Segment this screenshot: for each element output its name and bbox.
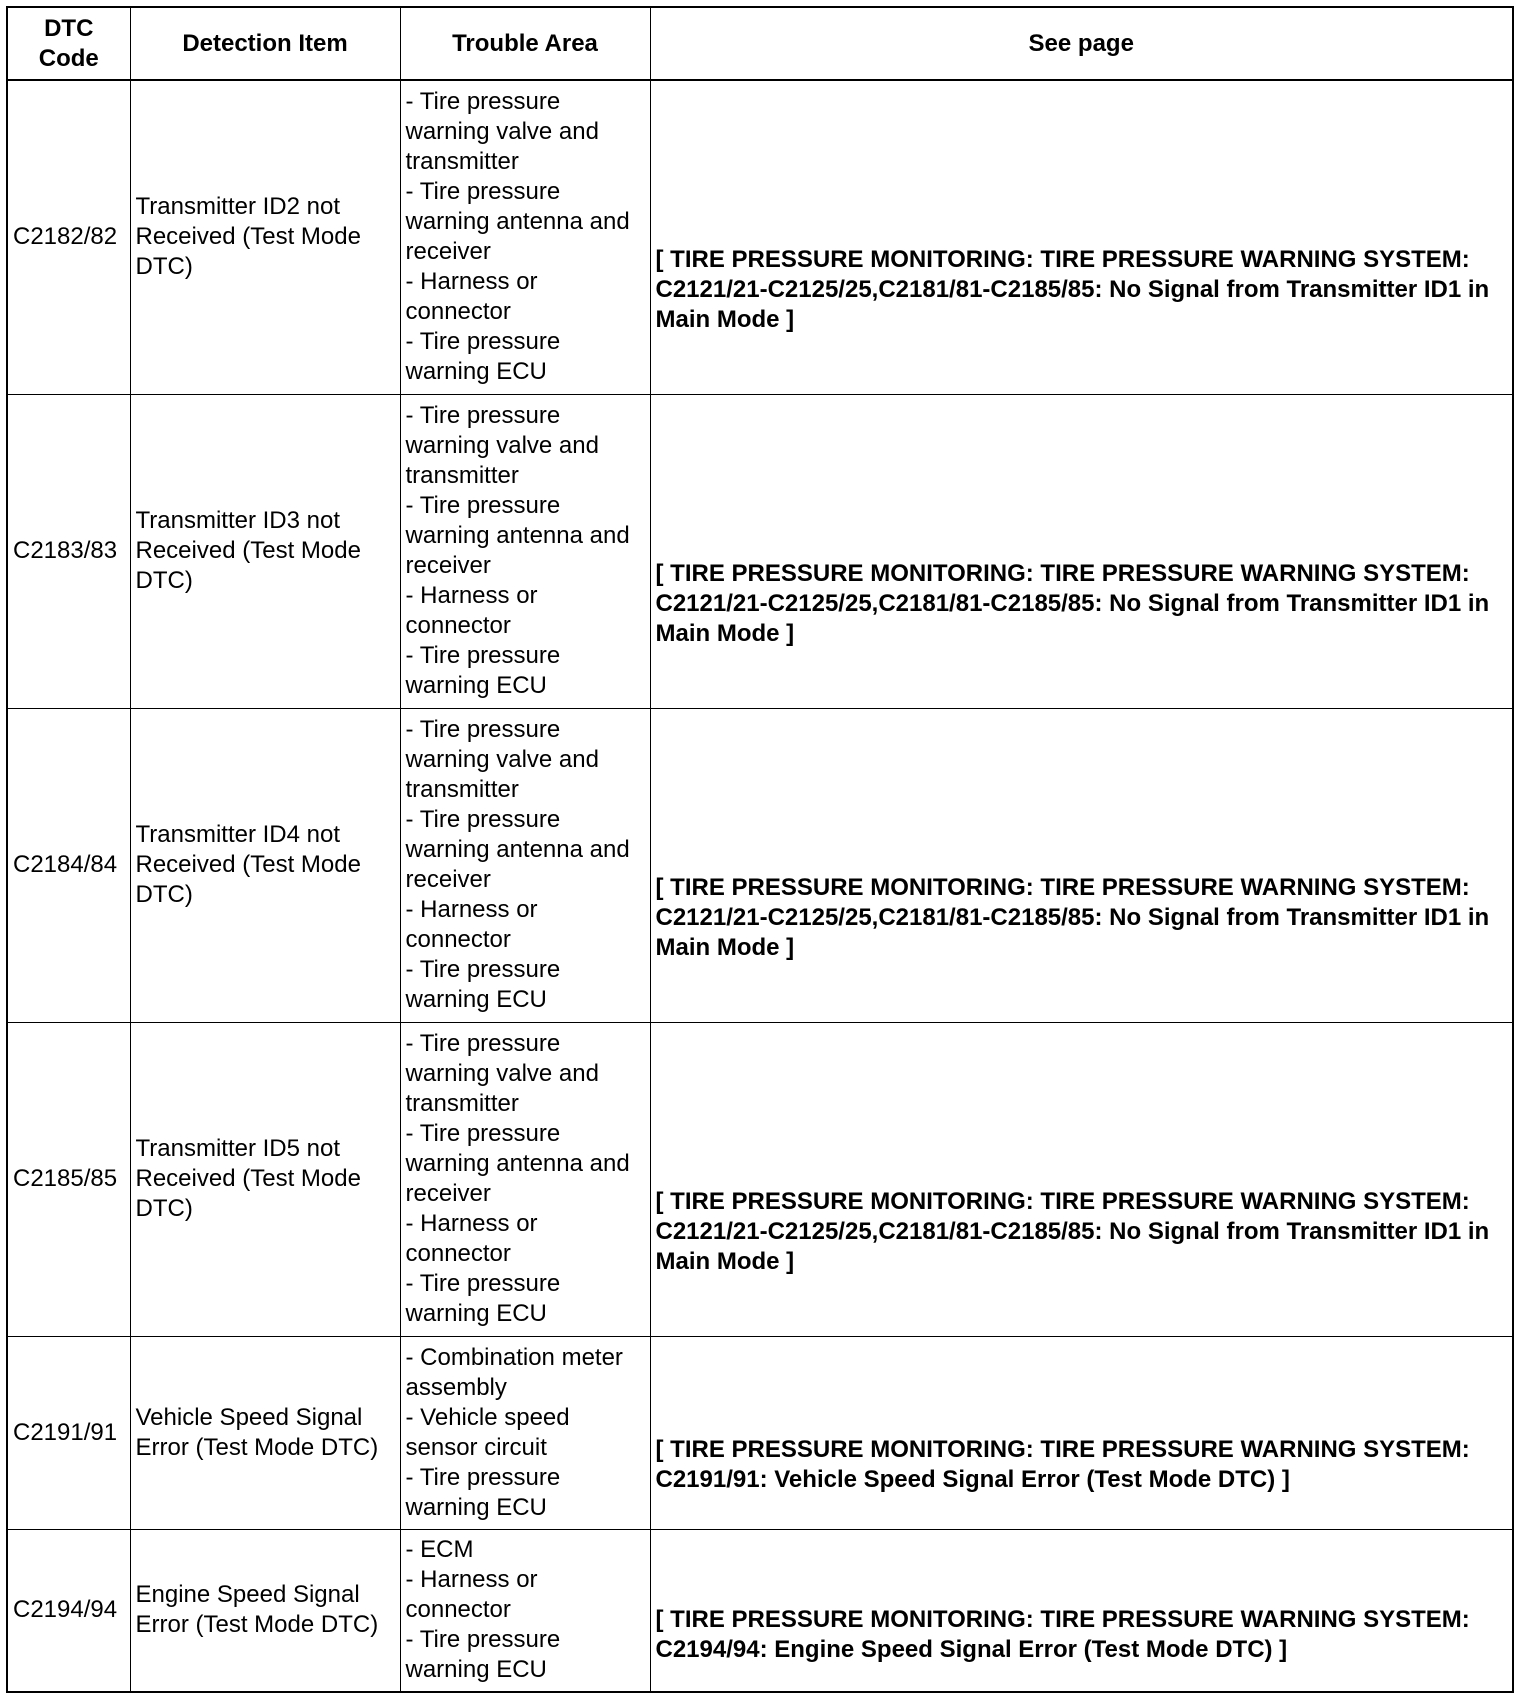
table-row bbox=[7, 80, 1513, 394]
trouble-area-item: - Tire pressure warning antenna and receiver bbox=[405, 806, 630, 893]
trouble-area-item: - Tire pressure warning valve and transmitter bbox=[405, 716, 599, 803]
see-page-cell bbox=[650, 1336, 1513, 1529]
detection-item-cell: Transmitter ID2 not Received (Test Mode DTC) bbox=[130, 80, 400, 394]
trouble-area-item: - Harness or connector bbox=[405, 582, 538, 639]
dtc-code-cell: C2182/82 bbox=[7, 80, 130, 394]
dtc-code-cell: C2185/85 bbox=[7, 1022, 130, 1336]
header-dtc-code bbox=[7, 7, 130, 80]
see-page-cell bbox=[650, 1529, 1513, 1692]
trouble-area-cell bbox=[400, 1529, 650, 1692]
see-page-link[interactable]: [ TIRE PRESSURE MONITORING: TIRE PRESSURE WARNING SYSTEM: C2194/94: Engine Speed Signal Error (Test Mode DTC) ] bbox=[655, 1606, 1470, 1664]
detection-item-cell: Transmitter ID3 not Received (Test Mode DTC) bbox=[130, 394, 400, 708]
header-detection-item: Detection Item bbox=[130, 7, 400, 80]
table-row bbox=[7, 1022, 1513, 1336]
see-page-link[interactable]: [ TIRE PRESSURE MONITORING: TIRE PRESSURE WARNING SYSTEM: C2121/21-C2125/25,C2181/81-C2185/85: No Signal from Transmitter ID1 in Main Mode ] bbox=[655, 1188, 1490, 1275]
table-row bbox=[7, 1336, 1513, 1529]
table-row bbox=[7, 708, 1513, 1022]
trouble-area-item: - Tire pressure warning ECU bbox=[405, 328, 561, 386]
trouble-area-item: - Tire pressure warning ECU bbox=[405, 1270, 561, 1327]
detection-item-cell: Transmitter ID5 not Received (Test Mode DTC) bbox=[130, 1022, 400, 1336]
see-page-link[interactable]: [ TIRE PRESSURE MONITORING: TIRE PRESSURE WARNING SYSTEM: C2121/21-C2125/25,C2181/81-C2185/85: No Signal from Transmitter ID1 in Main Mode ] bbox=[655, 874, 1490, 961]
table-body bbox=[7, 80, 1513, 1692]
trouble-area-item: - Tire pressure warning antenna and receiver bbox=[405, 492, 630, 579]
trouble-area-item: - Harness or connector bbox=[405, 1566, 538, 1624]
trouble-area-item: - Harness or connector bbox=[405, 896, 538, 953]
detection-item-cell: Vehicle Speed Signal Error (Test Mode DTC) bbox=[130, 1336, 400, 1529]
trouble-area-item: - Tire pressure warning ECU bbox=[405, 956, 561, 1013]
trouble-area-cell bbox=[400, 80, 650, 394]
table-row bbox=[7, 1529, 1513, 1692]
trouble-area-item: - Tire pressure warning antenna and receiver bbox=[405, 1120, 630, 1207]
trouble-area-item: - Tire pressure warning ECU bbox=[405, 1626, 561, 1684]
trouble-area-cell bbox=[400, 708, 650, 1022]
table-header-row bbox=[7, 7, 1513, 80]
see-page-link[interactable]: [ TIRE PRESSURE MONITORING: TIRE PRESSURE WARNING SYSTEM: C2191/91: Vehicle Speed Signal Error (Test Mode DTC) ] bbox=[655, 1436, 1470, 1493]
dtc-code-cell: C2194/94 bbox=[7, 1529, 130, 1692]
trouble-area-item: - Tire pressure warning valve and transmitter bbox=[405, 402, 599, 489]
see-page-link[interactable]: [ TIRE PRESSURE MONITORING: TIRE PRESSURE WARNING SYSTEM: C2121/21-C2125/25,C2181/81-C2185/85: No Signal from Transmitter ID1 in Main Mode ] bbox=[655, 246, 1490, 334]
trouble-area-item: - Tire pressure warning valve and transmitter bbox=[405, 1030, 599, 1117]
trouble-area-item: - ECM bbox=[405, 1536, 474, 1564]
trouble-area-item: - Tire pressure warning valve and transmitter bbox=[405, 88, 599, 176]
detection-item-cell: Transmitter ID4 not Received (Test Mode DTC) bbox=[130, 708, 400, 1022]
dtc-code-cell: C2191/91 bbox=[7, 1336, 130, 1529]
trouble-area-item: - Tire pressure warning antenna and receiver bbox=[405, 178, 630, 266]
header-trouble-area: Trouble Area bbox=[400, 7, 650, 80]
see-page-cell bbox=[650, 80, 1513, 394]
trouble-area-item: - Combination meter assembly bbox=[405, 1343, 623, 1401]
see-page-link[interactable]: [ TIRE PRESSURE MONITORING: TIRE PRESSURE WARNING SYSTEM: C2121/21-C2125/25,C2181/81-C2185/85: No Signal from Transmitter ID1 in Main Mode ] bbox=[655, 560, 1490, 647]
table-row bbox=[7, 394, 1513, 708]
dtc-code-cell: C2184/84 bbox=[7, 708, 130, 1022]
see-page-cell bbox=[650, 394, 1513, 708]
dtc-table bbox=[6, 6, 1514, 1693]
trouble-area-item: - Harness or connector bbox=[405, 1210, 538, 1267]
dtc-code-cell: C2183/83 bbox=[7, 394, 130, 708]
trouble-area-cell bbox=[400, 1336, 650, 1529]
trouble-area-item: - Vehicle speed sensor circuit bbox=[405, 1403, 570, 1461]
see-page-cell bbox=[650, 708, 1513, 1022]
see-page-cell bbox=[650, 1022, 1513, 1336]
header-dtc-code-line2: Code bbox=[38, 44, 99, 72]
trouble-area-item: - Harness or connector bbox=[405, 268, 538, 326]
trouble-area-item: - Tire pressure warning ECU bbox=[405, 1463, 561, 1521]
detection-item-cell: Engine Speed Signal Error (Test Mode DTC) bbox=[130, 1529, 400, 1692]
header-see-page: See page bbox=[650, 7, 1513, 80]
trouble-area-cell bbox=[400, 1022, 650, 1336]
trouble-area-cell bbox=[400, 394, 650, 708]
trouble-area-item: - Tire pressure warning ECU bbox=[405, 642, 561, 699]
header-dtc-code-line1: DTC bbox=[44, 14, 94, 42]
